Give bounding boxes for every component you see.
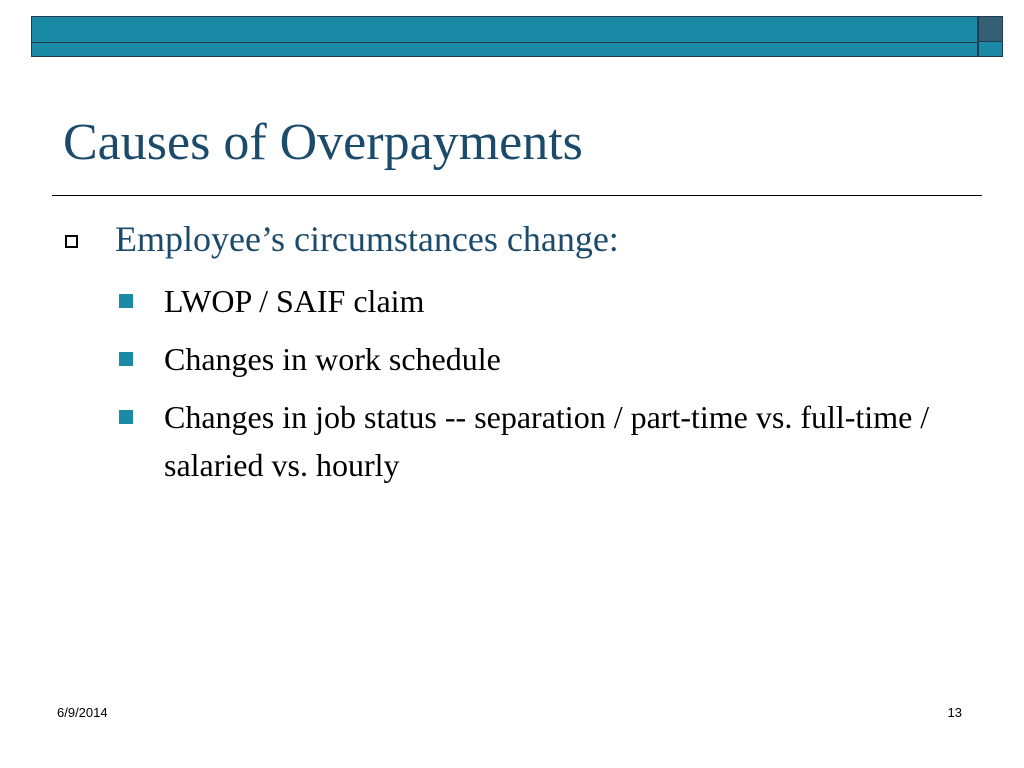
slide-title: Causes of Overpayments: [63, 114, 583, 171]
sub-bullet-job-status: Changes in job status -- separation / part-time vs. full-time / salaried vs. hourly: [164, 399, 930, 483]
sub-bullet-lwop: LWOP / SAIF claim: [164, 283, 425, 319]
footer-date: 6/9/2014: [57, 705, 108, 720]
solid-square-bullet-icon: [119, 352, 133, 366]
footer-page-number: 13: [947, 705, 962, 720]
level1-bullet-text: Employee’s circumstances change:: [115, 219, 619, 259]
solid-square-bullet-icon: [119, 410, 133, 424]
solid-square-bullet-icon: [119, 294, 133, 308]
hollow-square-bullet-icon: [65, 235, 78, 248]
sub-bullet-work-schedule: Changes in work schedule: [164, 341, 501, 377]
